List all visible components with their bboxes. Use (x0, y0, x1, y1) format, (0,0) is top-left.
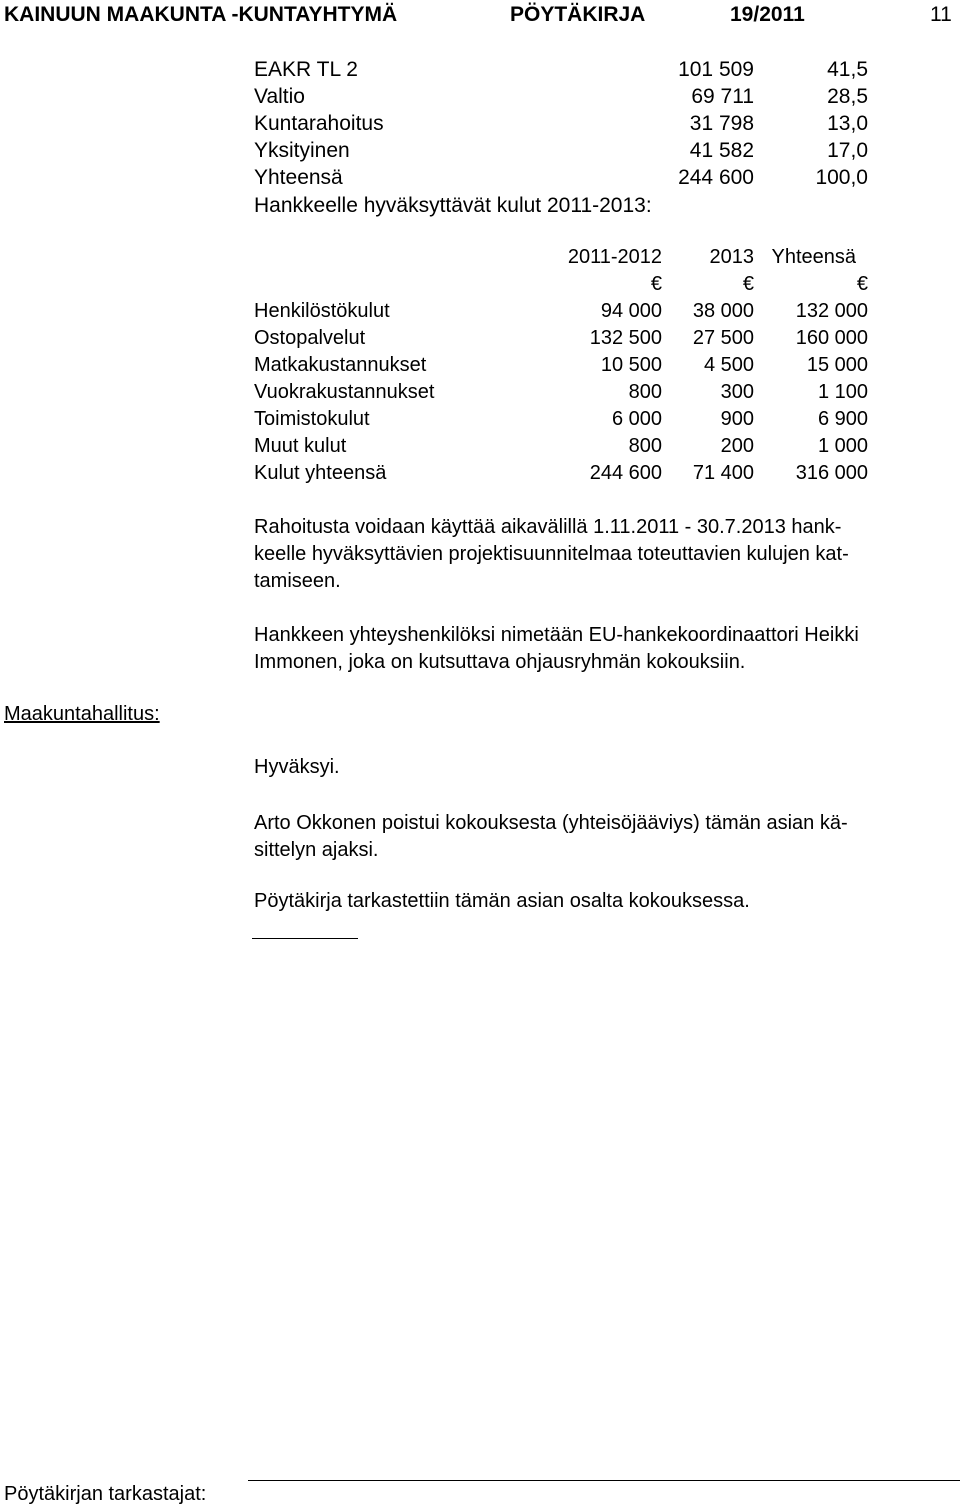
footer-label: Pöytäkirjan tarkastajat: (4, 1483, 207, 1505)
paragraph-line: tamiseen. (254, 570, 341, 592)
table-row (254, 300, 894, 327)
column-header: 2011-2012 (567, 246, 662, 268)
cost-table-currency-row (254, 273, 894, 300)
costs-intro: Hankkeelle hyväksyttävät kulut 2011-2013: (254, 194, 652, 217)
cost-value: 160 000 (795, 327, 868, 349)
paragraph-line: keelle hyväksyttävien projektisuunnitelmaa toteuttavien kulujen kat- (254, 543, 849, 565)
financing-amount: 31 798 (689, 112, 754, 135)
financing-label: Yhteensä (254, 166, 343, 189)
cost-label: Muut kulut (254, 435, 347, 457)
organization-name: KAINUUN MAAKUNTA -KUNTAYHTYMÄ (4, 3, 398, 26)
cost-value: 6 000 (611, 408, 662, 430)
financing-table (254, 58, 894, 198)
table-row (254, 408, 894, 435)
paragraph-line: Arto Okkonen poistui kokouksesta (yhteisöjääviys) tämän asian kä- (254, 812, 848, 834)
cost-value: 132 000 (795, 300, 868, 322)
cost-label: Matkakustannukset (254, 354, 427, 376)
cost-value: 6 900 (817, 408, 868, 430)
financing-amount: 41 582 (689, 139, 754, 162)
cost-value: 800 (628, 435, 662, 457)
paragraph-line: sittelyn ajaksi. (254, 839, 379, 861)
footer-divider (248, 1480, 960, 1481)
end-divider (252, 938, 358, 939)
column-header: 2013 (709, 246, 754, 268)
cost-label: Ostopalvelut (254, 327, 366, 349)
cost-value: 800 (628, 381, 662, 403)
cost-value: 900 (720, 408, 754, 430)
paragraph-line: Rahoitusta voidaan käyttää aikavälillä 1.11.2011 - 30.7.2013 hank- (254, 516, 842, 538)
cost-value: 244 600 (589, 462, 662, 484)
paragraph-line: Immonen, joka on kutsuttava ohjausryhmän kokouksiin. (254, 651, 746, 673)
table-row (254, 462, 894, 489)
cost-table (254, 246, 894, 496)
cost-value: 38 000 (692, 300, 754, 322)
cost-label: Vuokrakustannukset (254, 381, 435, 403)
cost-value: 300 (720, 381, 754, 403)
cost-value: 15 000 (806, 354, 868, 376)
financing-row (254, 139, 894, 166)
cost-label: Kulut yhteensä (254, 462, 387, 484)
financing-amount: 244 600 (678, 166, 754, 189)
cost-table-header (254, 246, 894, 273)
decision-result: Hyväksyi. (254, 756, 340, 778)
document-type: PÖYTÄKIRJA (510, 3, 646, 26)
financing-row (254, 85, 894, 112)
verified-statement: Pöytäkirja tarkastettiin tämän asian osalta kokouksessa. (254, 890, 750, 912)
financing-label: Valtio (254, 85, 305, 108)
page-number: 11 (930, 3, 952, 26)
cost-value: 200 (720, 435, 754, 457)
cost-value: 10 500 (600, 354, 662, 376)
cost-value: 1 100 (817, 381, 868, 403)
column-header: Yhteensä (771, 246, 856, 268)
financing-percent: 17,0 (827, 139, 868, 162)
cost-value: 94 000 (600, 300, 662, 322)
financing-amount: 101 509 (678, 58, 754, 81)
cost-value: 132 500 (589, 327, 662, 349)
financing-row (254, 166, 894, 193)
document-number: 19/2011 (730, 3, 805, 26)
cost-label: Henkilöstökulut (254, 300, 390, 322)
currency-symbol: € (650, 273, 662, 295)
financing-percent: 28,5 (827, 85, 868, 108)
contact-person-paragraph (254, 622, 954, 676)
financing-label: EAKR TL 2 (254, 58, 358, 81)
financing-amount: 69 711 (691, 85, 754, 108)
cost-value: 71 400 (692, 462, 754, 484)
financing-percent: 13,0 (827, 112, 868, 135)
financing-label: Yksityinen (254, 139, 350, 162)
paragraph-line: Hankkeen yhteyshenkilöksi nimetään EU-hankekoordinaattori Heikki (254, 624, 859, 646)
currency-symbol: € (742, 273, 754, 295)
currency-symbol: € (856, 273, 868, 295)
table-row (254, 435, 894, 462)
table-row (254, 381, 894, 408)
financing-row (254, 112, 894, 139)
decision-body-label: Maakuntahallitus: (4, 703, 160, 725)
financing-percent: 100,0 (815, 166, 868, 189)
cost-value: 27 500 (692, 327, 754, 349)
financing-percent: 41,5 (827, 58, 868, 81)
financing-row (254, 58, 894, 85)
cost-label: Toimistokulut (254, 408, 370, 430)
cost-value: 316 000 (795, 462, 868, 484)
table-row (254, 327, 894, 354)
financing-label: Kuntarahoitus (254, 112, 384, 135)
disqualification-note (254, 810, 954, 864)
table-row (254, 354, 894, 381)
cost-value: 4 500 (703, 354, 754, 376)
cost-value: 1 000 (817, 435, 868, 457)
financing-period-paragraph (254, 514, 954, 595)
